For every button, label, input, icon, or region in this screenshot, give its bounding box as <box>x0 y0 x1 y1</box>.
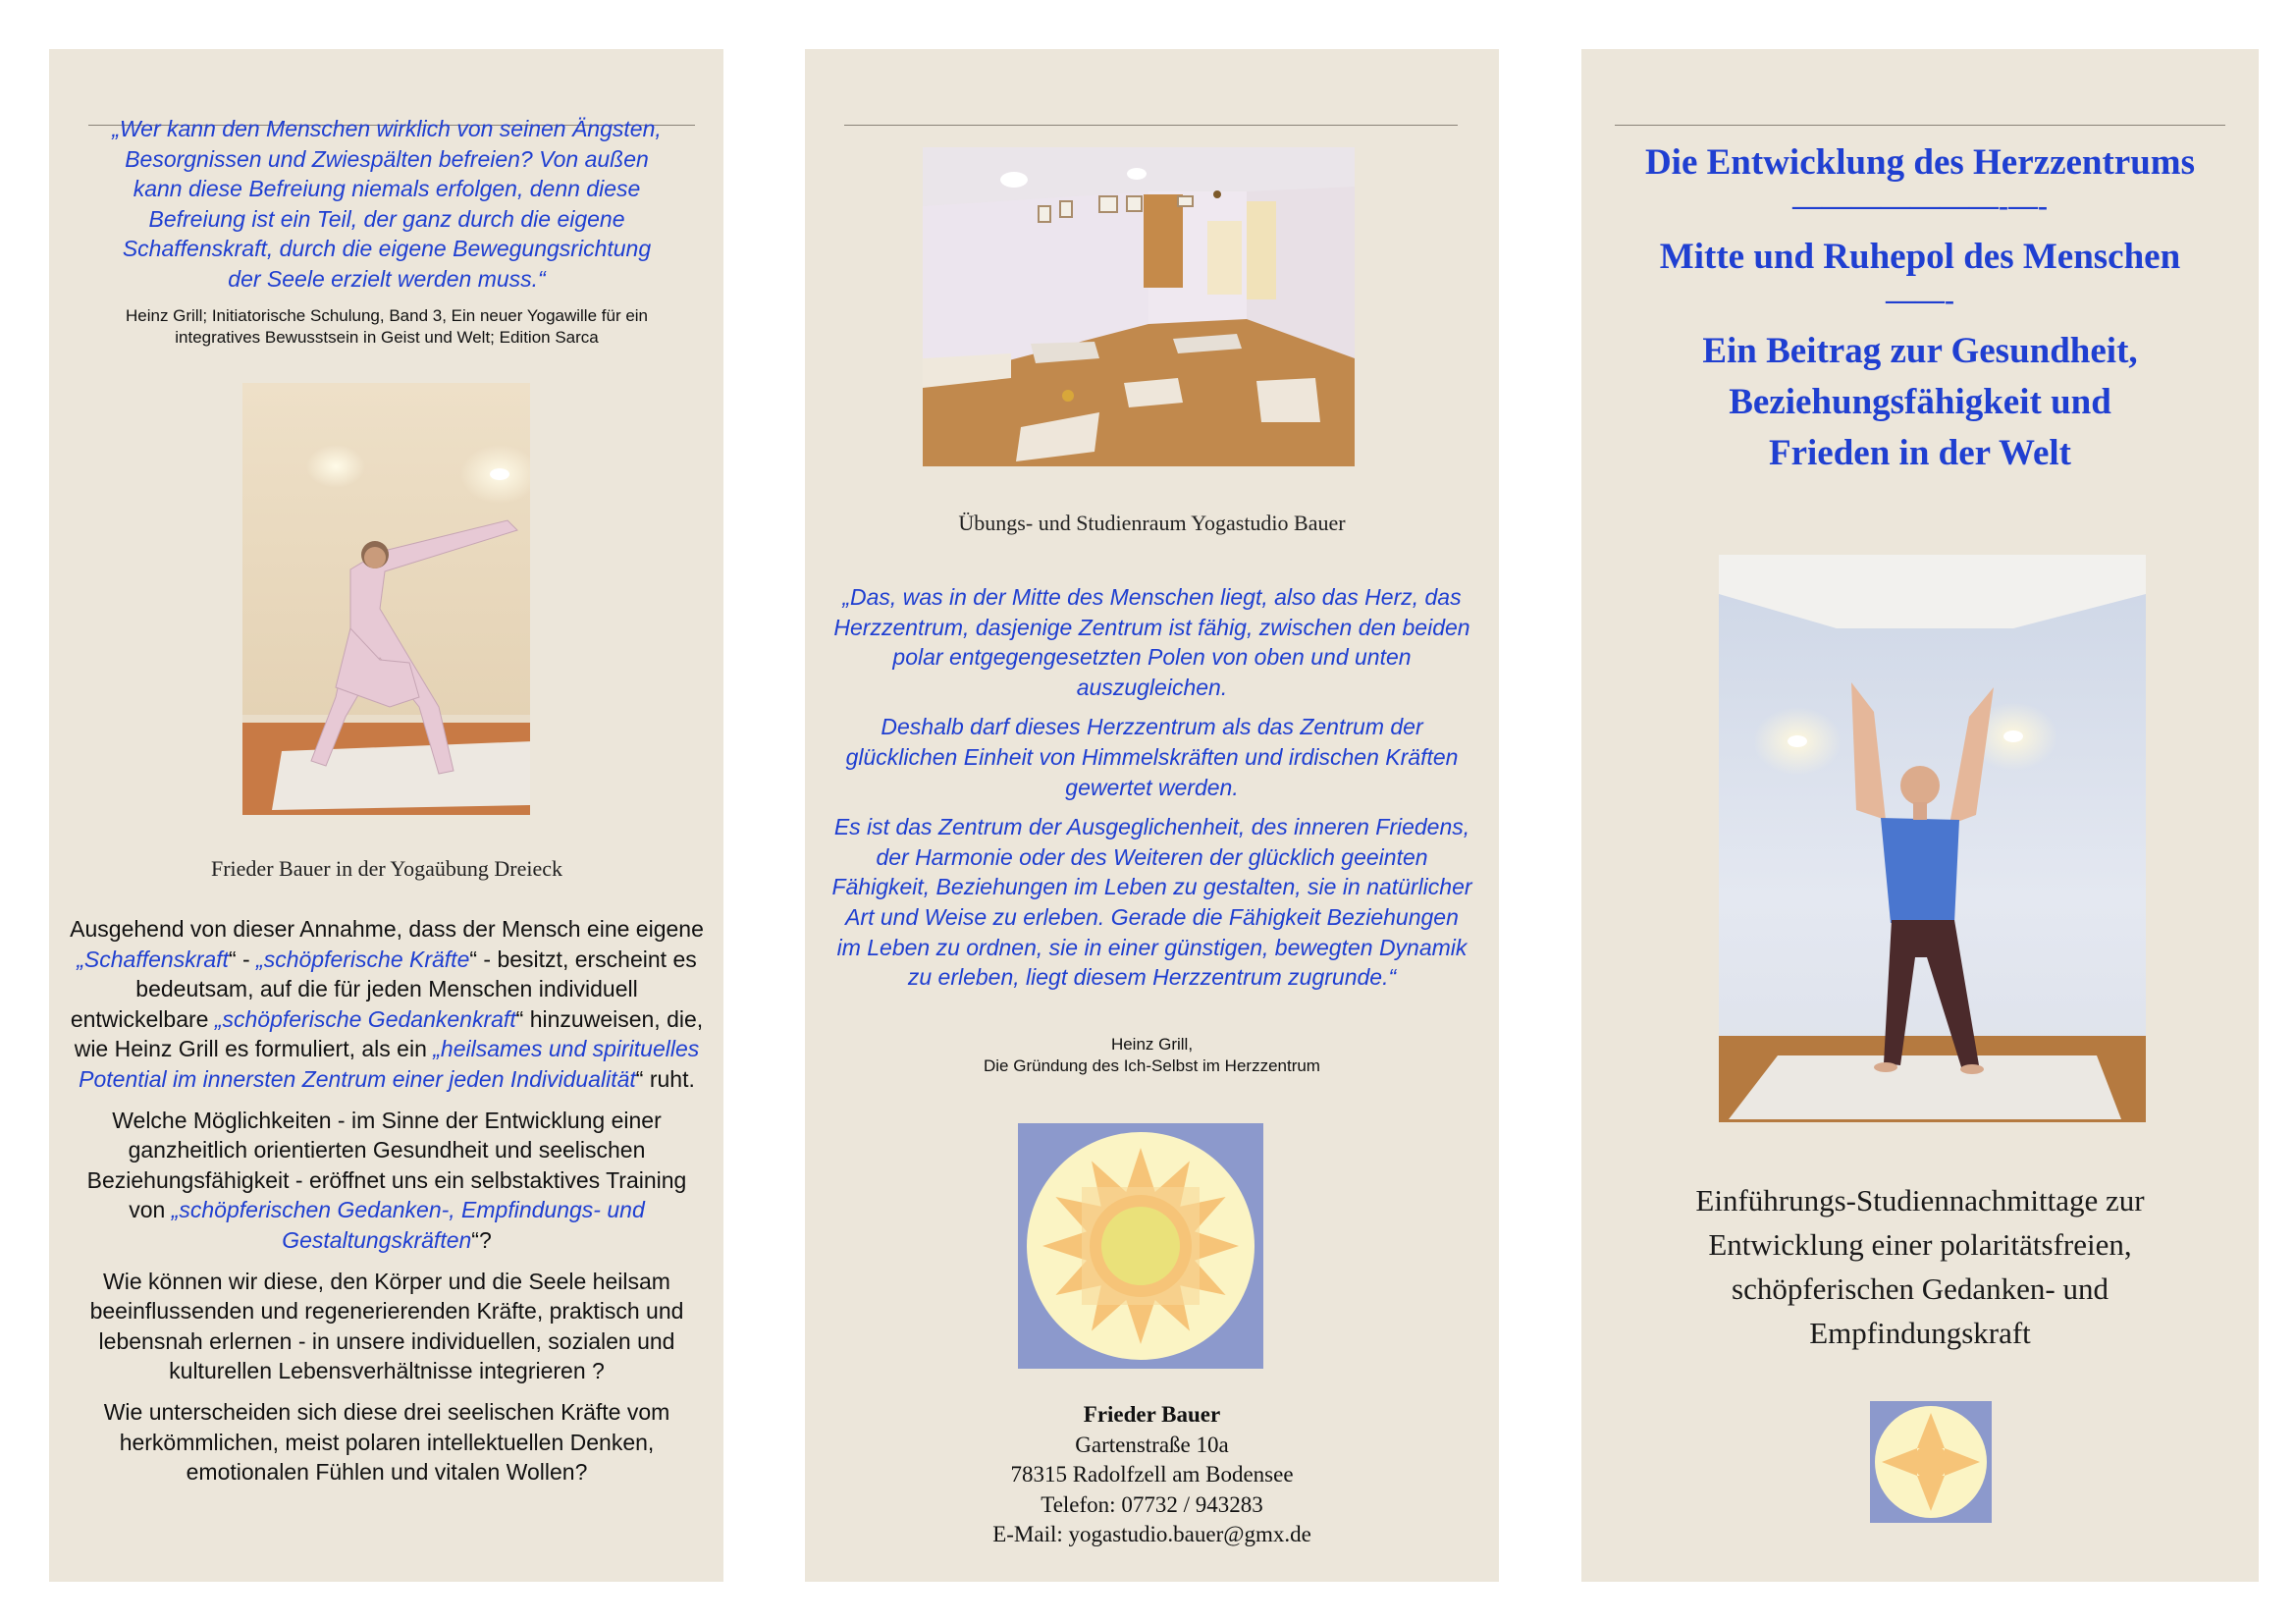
quote-line: Schaffenskraft, durch die eigene Bewegungsrichtung <box>122 236 652 262</box>
subtitle-line: Entwicklung einer polaritätsfreien, <box>1708 1227 2132 1262</box>
studio-room-photo <box>923 147 1355 466</box>
quote-citation <box>805 1034 1499 1077</box>
flyer-subtitle <box>1581 1178 2259 1355</box>
text: “ - besitzt, erscheint es bedeutsam, auf die für jeden Menschen individuell entwickelbare <box>70 946 697 1032</box>
top-rule <box>1615 125 2225 126</box>
intro-body <box>69 914 705 1498</box>
triangle-pose-photo <box>242 383 530 815</box>
text: “ ruht. <box>635 1065 695 1092</box>
emphasis: „schöpferischen Gedanken-, Empfindungs- und Gestaltungskräften <box>171 1197 645 1253</box>
contact-name: Frieder Bauer <box>1083 1402 1221 1427</box>
contact-street: Gartenstraße 10a <box>1075 1432 1229 1457</box>
left-panel <box>49 49 723 1582</box>
quote-line: Befreiung ist ein Teil, der ganz durch die eigene <box>148 205 625 232</box>
subtitle-line: Einführungs-Studiennachmittage zur <box>1695 1183 2145 1217</box>
flyer-title <box>1581 137 2259 479</box>
quote-citation <box>69 305 705 349</box>
text: Welche Möglichkeiten - im Sinne der Entwicklung einer ganzheitlich orientierten Gesundheit und seelischen Beziehungsfähigkeit - eröffnet uns ein selbstaktives Training von <box>86 1107 687 1223</box>
quote-paragraph: Es ist das Zentrum der Ausgeglichenheit, des inneren Friedens, der Harmonie oder des Weiteren der glücklich geeinten Fähigkeit, Beziehungen im Leben zu gestalten, sie in natürlicher Art und Weise zu erleben. Gerade die Fähigkeit Beziehungen im Leben zu ordnen, sie in einer günstigen, bewegten Dynamik zu erleben, liegt diesem Herzzentrum zugrunde.“ <box>831 814 1472 991</box>
title-line: Frieden in der Welt <box>1769 433 2071 473</box>
yoga-triangle-pose-image <box>242 383 530 815</box>
paragraph-2 <box>69 1106 705 1256</box>
paragraph-1 <box>69 914 705 1095</box>
quote-line: Besorgnissen und Zwiespälten befreien? Von außen <box>125 145 649 172</box>
contact-city: 78315 Radolfzell am Bodensee <box>1010 1462 1294 1487</box>
title-line: Beziehungsfähigkeit und <box>1729 382 2111 422</box>
paragraph-4: Wie unterscheiden sich diese drei seelischen Kräfte vom herkömmlichen, meist polaren intellektuellen Denken, emotionalen Fühlen und vitalen Wollen? <box>103 1398 670 1486</box>
heart-mandala-icon <box>1018 1123 1263 1369</box>
heart-mandala-small-icon <box>1870 1401 1992 1523</box>
emphasis: „heilsames und spirituelles Potential im innersten Zentrum einer jeden Individualität <box>79 1036 700 1092</box>
quote-line: der Seele erzielt werden muss.“ <box>228 265 546 292</box>
citation-line: integratives Bewusstsein in Geist und Welt; Edition Sarca <box>175 328 599 347</box>
emphasis: „schöpferische Kräfte <box>256 946 470 972</box>
title-separator: ———————-—- <box>1792 189 2048 222</box>
quote-paragraph: Deshalb darf dieses Herzzentrum als das Zentrum der glücklichen Einheit von Himmelskräften und irdischen Kräften gewertet werden. <box>845 714 1459 800</box>
photo-caption: Frieder Bauer in der Yogaübung Dreieck <box>210 856 562 881</box>
text: “? <box>471 1226 492 1253</box>
citation-line: Heinz Grill, <box>1110 1035 1194 1054</box>
heart-center-quote <box>830 582 1473 1002</box>
text: “ hinzuweisen, die, wie Heinz Grill es formuliert, als ein <box>74 1005 704 1062</box>
quote-line: kann diese Befreiung niemals erfolgen, denn diese <box>133 176 641 202</box>
yoga-standing-pose-image <box>1719 555 2146 1122</box>
contact-block <box>805 1400 1499 1550</box>
text: “ - <box>228 946 257 972</box>
intro-quote <box>69 114 705 295</box>
quote-line: „Wer kann den Menschen wirklich von seinen Ängsten, <box>112 116 662 141</box>
subtitle-line: schöpferischen Gedanken- und <box>1732 1271 2109 1306</box>
subtitle-line: Empfindungskraft <box>1809 1316 2031 1350</box>
text: Ausgehend von dieser Annahme, dass der Mensch eine eigene <box>70 916 704 942</box>
citation-line: Heinz Grill; Initiatorische Schulung, Band 3, Ein neuer Yogawille für ein <box>125 306 649 325</box>
paragraph-3: Wie können wir diese, den Körper und die Seele heilsam beeinflussenden und regenerierenden Kräfte, praktisch und lebensnah erlernen - in unsere individuellen, sozialen und kulturellen Lebensverhältnisse integrieren ? <box>89 1268 684 1384</box>
standing-pose-photo <box>1719 555 2146 1122</box>
title-separator: ——- <box>1886 284 1954 316</box>
emphasis: „Schaffenskraft <box>77 946 229 972</box>
emphasis: „schöpferische Gedankenkraft <box>214 1005 516 1032</box>
middle-panel <box>805 49 1499 1582</box>
citation-line: Die Gründung des Ich-Selbst im Herzzentrum <box>984 1056 1320 1075</box>
title-line: Die Entwicklung des Herzzentrums <box>1644 142 2196 183</box>
contact-phone: Telefon: 07732 / 943283 <box>1041 1491 1263 1517</box>
quote-paragraph: „Das, was in der Mitte des Menschen liegt, also das Herz, das Herzzentrum, dasjenige Zentrum ist fähig, zwischen den beiden polar entgegengesetzten Polen von oben und unten auszugleichen. <box>833 584 1470 700</box>
title-line: Mitte und Ruhepol des Menschen <box>1659 237 2181 277</box>
contact-email[interactable]: E-Mail: yogastudio.bauer@gmx.de <box>992 1522 1311 1546</box>
room-caption: Übungs- und Studienraum Yogastudio Bauer <box>958 511 1346 535</box>
top-rule <box>844 125 1458 126</box>
right-panel <box>1581 49 2259 1582</box>
studio-room-image <box>923 147 1355 466</box>
title-line: Ein Beitrag zur Gesundheit, <box>1702 331 2138 371</box>
